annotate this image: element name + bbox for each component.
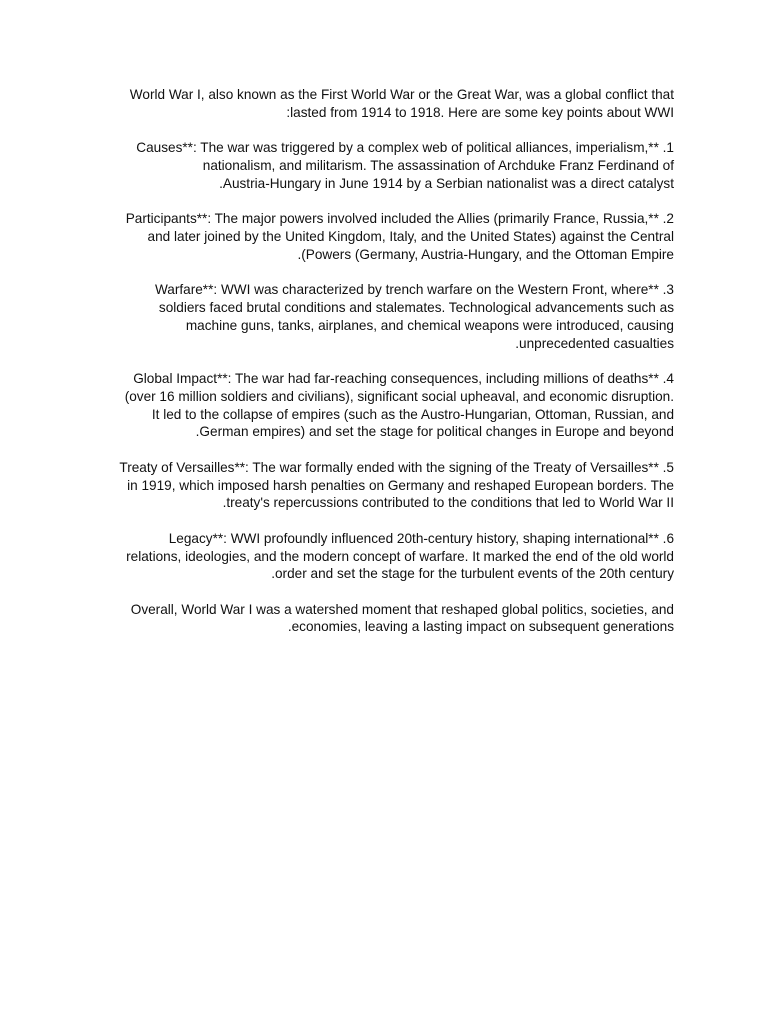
text-line: Global Impact**: The war had far-reaching consequences, including millions of deaths** .4 bbox=[133, 370, 674, 386]
warfare-paragraph bbox=[92, 281, 674, 352]
text-line: in 1919, which imposed harsh penalties on Germany and reshaped European borders. The bbox=[127, 477, 674, 493]
text-line: .unprecedented casualties bbox=[515, 335, 674, 351]
causes-paragraph bbox=[92, 139, 674, 192]
document-page bbox=[92, 86, 674, 654]
text-line: nationalism, and militarism. The assassination of Archduke Franz Ferdinand of bbox=[202, 157, 674, 173]
text-line: :lasted from 1914 to 1918. Here are some key points about WWI bbox=[286, 104, 674, 120]
global-impact-paragraph bbox=[92, 370, 674, 441]
text-line: World War I, also known as the First World War or the Great War, was a global conflict that bbox=[129, 87, 674, 102]
text-line: Causes**: The war was triggered by a complex web of political alliances, imperialism,** .1 bbox=[136, 140, 674, 156]
text-line: Overall, World War I was a watershed moment that reshaped global politics, societies, and bbox=[130, 601, 674, 617]
text-line: .German empires) and set the stage for political changes in Europe and beyond bbox=[195, 424, 674, 440]
treaty-paragraph bbox=[92, 459, 674, 512]
text-line: Participants**: The major powers involved included the Allies (primarily France, Russia,** .2 bbox=[125, 211, 674, 227]
text-line: .Austria-Hungary in June 1914 by a Serbian nationalist was a direct catalyst bbox=[219, 175, 674, 191]
text-line: Treaty of Versailles**: The war formally ended with the signing of the Treaty of Versailles** .5 bbox=[119, 459, 674, 475]
text-line: .order and set the stage for the turbulent events of the 20th century bbox=[271, 566, 674, 582]
conclusion-paragraph bbox=[92, 601, 674, 637]
text-line: soldiers faced brutal conditions and stalemates. Technological advancements such as bbox=[158, 299, 674, 315]
text-line: .economies, leaving a lasting impact on subsequent generations bbox=[287, 619, 674, 635]
legacy-paragraph bbox=[92, 530, 674, 583]
participants-paragraph bbox=[92, 210, 674, 263]
text-line: Legacy**: WWI profoundly influenced 20th-century history, shaping international** .6 bbox=[168, 530, 674, 546]
intro-paragraph bbox=[92, 86, 674, 122]
text-line: (over 16 million soldiers and civilians), significant social upheaval, and economic disruption. bbox=[124, 388, 674, 404]
text-line: .treaty's repercussions contributed to the conditions that led to World War II bbox=[222, 495, 674, 511]
text-line: machine guns, tanks, airplanes, and chemical weapons were introduced, causing bbox=[185, 317, 674, 333]
text-line: and later joined by the United Kingdom, Italy, and the United States) against the Central bbox=[147, 228, 674, 244]
text-line: It led to the collapse of empires (such as the Austro-Hungarian, Ottoman, Russian, and bbox=[151, 406, 674, 422]
text-line: .(Powers (Germany, Austria-Hungary, and the Ottoman Empire bbox=[297, 246, 674, 262]
text-line: relations, ideologies, and the modern concept of warfare. It marked the end of the old world bbox=[126, 548, 674, 564]
text-line: Warfare**: WWI was characterized by trench warfare on the Western Front, where** .3 bbox=[154, 282, 674, 298]
